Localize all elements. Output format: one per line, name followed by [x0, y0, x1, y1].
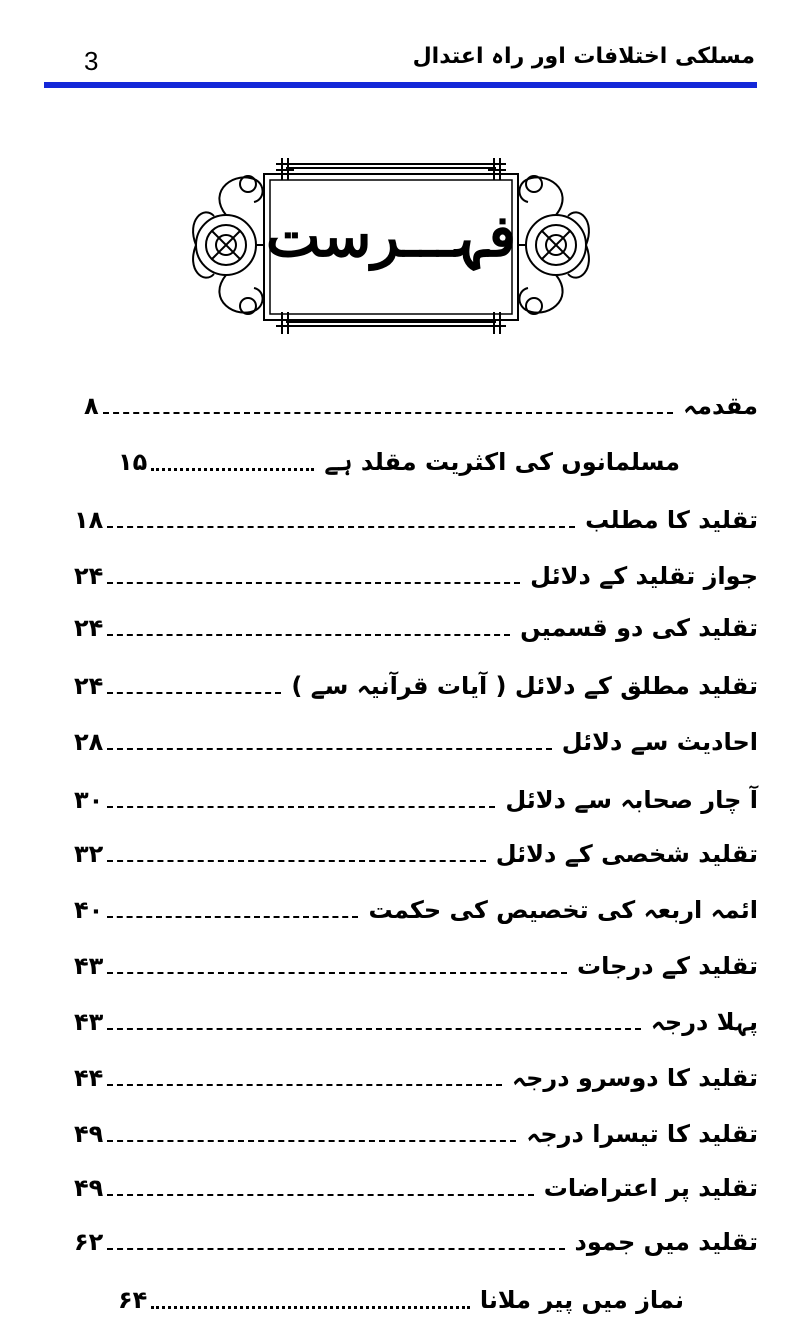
- toc-entry: [118, 440, 680, 484]
- toc-leader: [107, 748, 551, 750]
- toc-entry-page: ۳۰: [74, 786, 104, 814]
- toc-entry-title: تقلید کا تیسرا درجہ: [516, 1120, 758, 1148]
- toc-leader: [107, 582, 520, 584]
- toc-entry-page: ۴۹: [74, 1174, 104, 1202]
- toc-entry-title: نماز میں پیر ملانا: [470, 1286, 684, 1314]
- toc-entry-page: ۱۸: [74, 506, 104, 534]
- toc-entry-page: ۳۲: [74, 840, 104, 868]
- header-rule: [44, 82, 757, 88]
- toc-entry-page: ۲۴: [74, 672, 104, 700]
- page-header: [44, 40, 757, 82]
- toc-leader: [103, 412, 673, 414]
- toc-entry: [74, 664, 758, 708]
- toc-entry-title: تقلید کے درجات: [567, 952, 758, 980]
- toc-entry-title: تقلید شخصی کے دلائل: [486, 840, 758, 868]
- toc-entry-page: ۲۸: [74, 728, 104, 756]
- toc-entry: [74, 1112, 758, 1156]
- toc-entry: [74, 1000, 758, 1044]
- toc-entry: [74, 1220, 758, 1264]
- toc-entry-title: مقدمہ: [673, 392, 758, 420]
- toc-entry: [74, 1056, 758, 1100]
- toc-entry-title: جواز تقلید کے دلائل: [520, 562, 758, 590]
- toc-entry-title: پہلا درجہ: [641, 1008, 758, 1036]
- toc-entry: [84, 384, 758, 428]
- toc-entry: [74, 832, 758, 876]
- toc-entry-title: آ چار صحابہ سے دلائل: [495, 786, 758, 814]
- toc-entry-page: ۶۲: [74, 1228, 104, 1256]
- toc-leader: [151, 1306, 470, 1309]
- toc-entry: [74, 944, 758, 988]
- book-title: مسلکی اختلافات اور راہ اعتدال: [412, 44, 755, 69]
- toc-entry-page: ۲۴: [74, 562, 104, 590]
- toc-entry-title: تقلید کی دو قسمیں: [510, 614, 758, 642]
- toc-leader: [107, 860, 485, 862]
- toc-entry-title: مسلمانوں کی اکثریت مقلد ہے: [314, 448, 680, 476]
- toc-leader: [107, 806, 495, 808]
- toc-leader: [107, 1140, 516, 1142]
- toc-entry-title: احادیث سے دلائل: [552, 728, 758, 756]
- toc-leader: [107, 916, 358, 918]
- toc-entry: [74, 606, 758, 650]
- toc-entry: [74, 720, 758, 764]
- toc-entry-title: تقلید میں جمود: [565, 1228, 758, 1256]
- toc-entry: [118, 1278, 684, 1322]
- toc-entry-page: ۲۴: [74, 614, 104, 642]
- toc-entry-title: ائمہ اربعہ کی تخصیص کی حکمت: [358, 896, 758, 924]
- toc-entry-page: ۴۰: [74, 896, 104, 924]
- toc-entry-page: ۸: [84, 392, 99, 420]
- toc-entry-page: ۱۵: [118, 448, 148, 476]
- toc-leader: [107, 1248, 564, 1250]
- toc-entry-page: ۴۴: [74, 1064, 104, 1092]
- toc-entry-title: تقلید کا دوسرو درجہ: [502, 1064, 758, 1092]
- toc-leader: [107, 692, 281, 694]
- title-cartouche: [186, 150, 596, 340]
- toc-entry-title: تقلید کا مطلب: [575, 506, 758, 534]
- toc-entry-page: ۴۹: [74, 1120, 104, 1148]
- toc-entry-title: تقلید مطلق کے دلائل ( آیات قرآنیہ سے ): [281, 672, 758, 700]
- toc-entry-page: ۴۳: [74, 952, 104, 980]
- toc-leader: [107, 1028, 641, 1030]
- toc-entry: [74, 888, 758, 932]
- toc-leader: [107, 1194, 533, 1196]
- toc-leader: [107, 634, 510, 636]
- toc-entry: [74, 498, 758, 542]
- toc-entry: [74, 778, 758, 822]
- toc-entry: [74, 554, 758, 598]
- toc-leader: [151, 468, 314, 471]
- toc-entry: [74, 1166, 758, 1210]
- toc-entry-title: تقلید پر اعتراضات: [534, 1174, 758, 1202]
- toc-entry-page: ۴۳: [74, 1008, 104, 1036]
- toc-leader: [107, 1084, 502, 1086]
- toc-leader: [107, 972, 567, 974]
- toc-entry-page: ۶۴: [118, 1286, 148, 1314]
- page-number: 3: [84, 46, 99, 76]
- contents-heading: فہـــرست: [265, 202, 517, 270]
- toc-leader: [107, 526, 575, 528]
